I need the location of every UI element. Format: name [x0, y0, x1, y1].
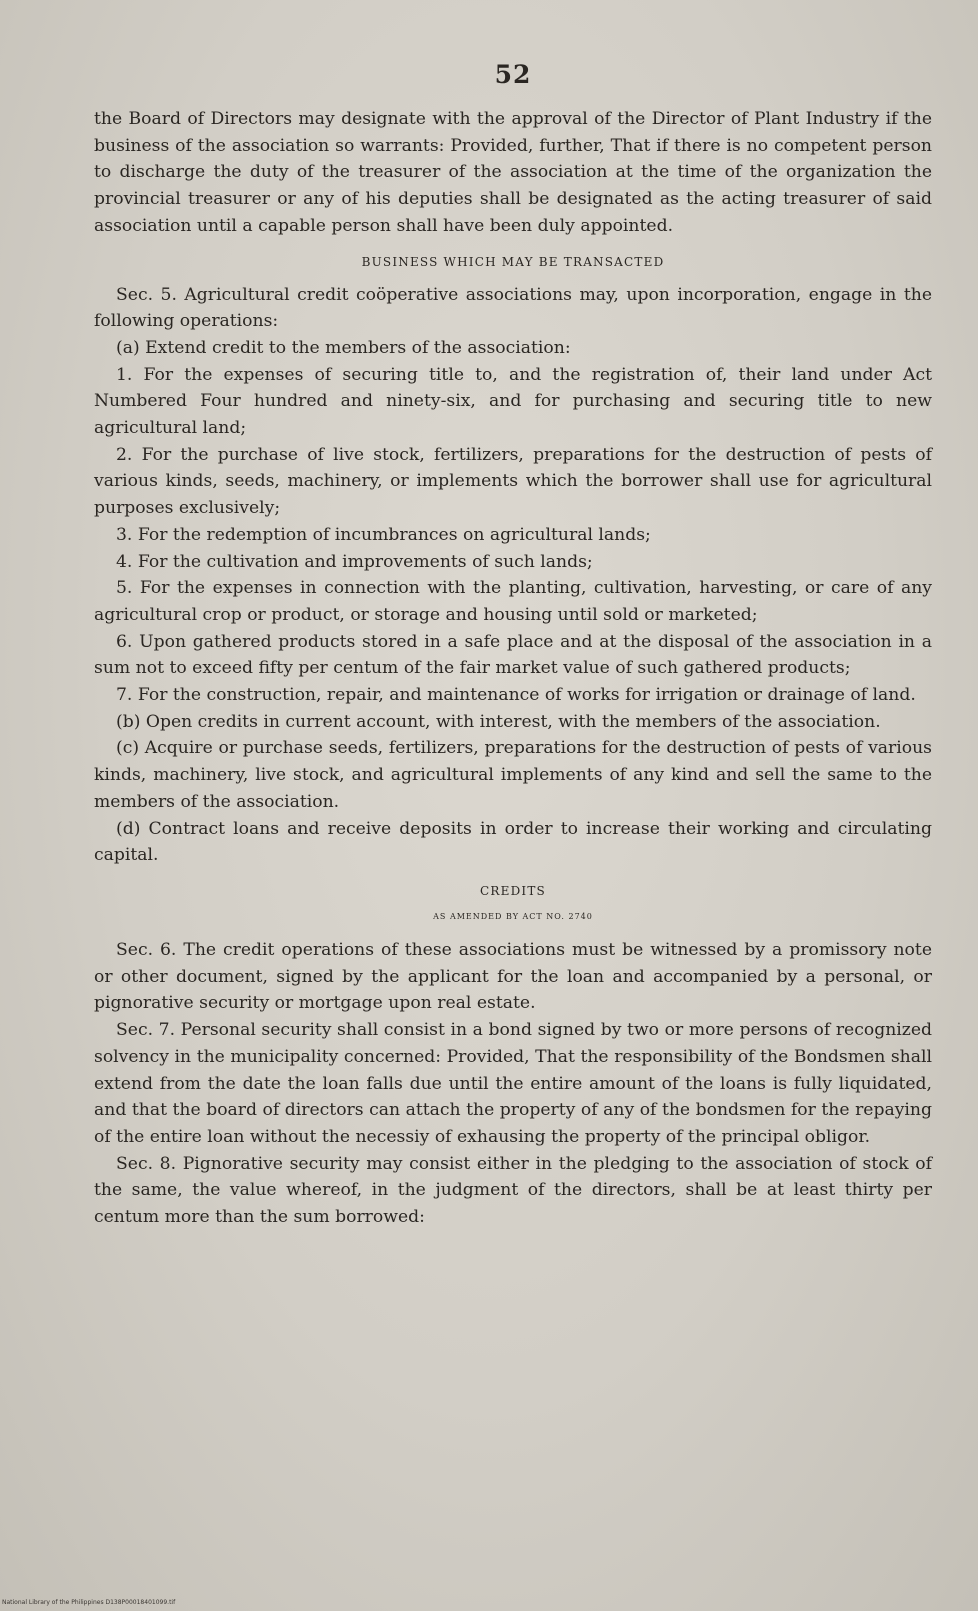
- paragraph: the Board of Directors may designate with the approval of the Director of Plant Industry if the business of the association so warrants: Provided, further, That if there is no competent person to discharge the duty of the treasurer of the association at the time of the organization the provincial treasurer or any of his deputies shall be designated as the acting treasurer of said association until a capable person shall have been duly appointed.: [94, 109, 932, 236]
- paragraph: 1. For the expenses of securing title to, and the registration of, their land under Act Numbered Four hundred and ninety-six, and for purchasing and securing title to new agricultural land;: [94, 364, 932, 439]
- archive-footer: National Library of the Philippines D138P00018401099.tif: [2, 1599, 176, 1606]
- page-body: [94, 106, 932, 1231]
- paragraph: 4. For the cultivation and improvements of such lands;: [116, 551, 593, 572]
- paragraph: Sec. 5. Agricultural credit coöperative associations may, upon incorporation, engage in the following operations:: [94, 284, 932, 332]
- paragraph: 5. For the expenses in connection with the planting, cultivation, harvesting, or care of any agricultural crop or product, or storage and housing until sold or marketed;: [94, 578, 932, 625]
- section-heading-credits: CREDITS: [480, 883, 546, 898]
- paragraph: (d) Contract loans and receive deposits in order to increase their working and circulating capital.: [94, 818, 932, 866]
- paragraph: 2. For the purchase of live stock, fertilizers, preparations for the destruction of pests of various kinds, seeds, machinery, or implements which the borrower shall use for agricultural purposes exclusively;: [94, 444, 932, 519]
- section-heading-business: BUSINESS WHICH MAY BE TRANSACTED: [361, 254, 665, 269]
- paragraph: 7. For the construction, repair, and maintenance of works for irrigation or drainage of land.: [116, 685, 916, 706]
- paragraph: (a) Extend credit to the members of the association:: [116, 337, 571, 358]
- page-number: 52: [494, 60, 532, 89]
- paragraph: 6. Upon gathered products stored in a safe place and at the disposal of the association in a sum not to exceed fifty per centum of the fair market value of such gathered products;: [94, 631, 932, 679]
- paragraph: Sec. 6. The credit operations of these associations must be witnessed by a promissory note or other document, signed by the applicant for the loan and accompanied by a personal, or pignorative security or mortgage upon real estate.: [94, 939, 932, 1014]
- paragraph: (b) Open credits in current account, with interest, with the members of the association.: [116, 711, 881, 732]
- paragraph: Sec. 8. Pignorative security may consist either in the pledging to the association of stock of the same, the value whereof, in the judgment of the directors, shall be at least thirty per centum more than the sum borrowed:: [94, 1153, 932, 1228]
- paragraph: 3. For the redemption of incumbrances on agricultural lands;: [116, 524, 651, 545]
- paragraph: (c) Acquire or purchase seeds, fertilizers, preparations for the destruction of pests of various kinds, machinery, live stock, and agricultural implements of any kind and sell the same to the members of the association.: [94, 738, 932, 812]
- paragraph: Sec. 7. Personal security shall consist in a bond signed by two or more persons of recognized solvency in the municipality concerned: Provided, That the responsibility of the Bondsmen shall extend from the date the loan falls due until the entire amount of the loans is fully liquidated, and that the board of directors can attach the property of any of the bondsmen for the repaying of the entire loan without the necessiy of exhausing the property of the principal obligor.: [94, 1020, 932, 1147]
- section-subheading-amended: AS AMENDED BY ACT NO. 2740: [433, 911, 593, 921]
